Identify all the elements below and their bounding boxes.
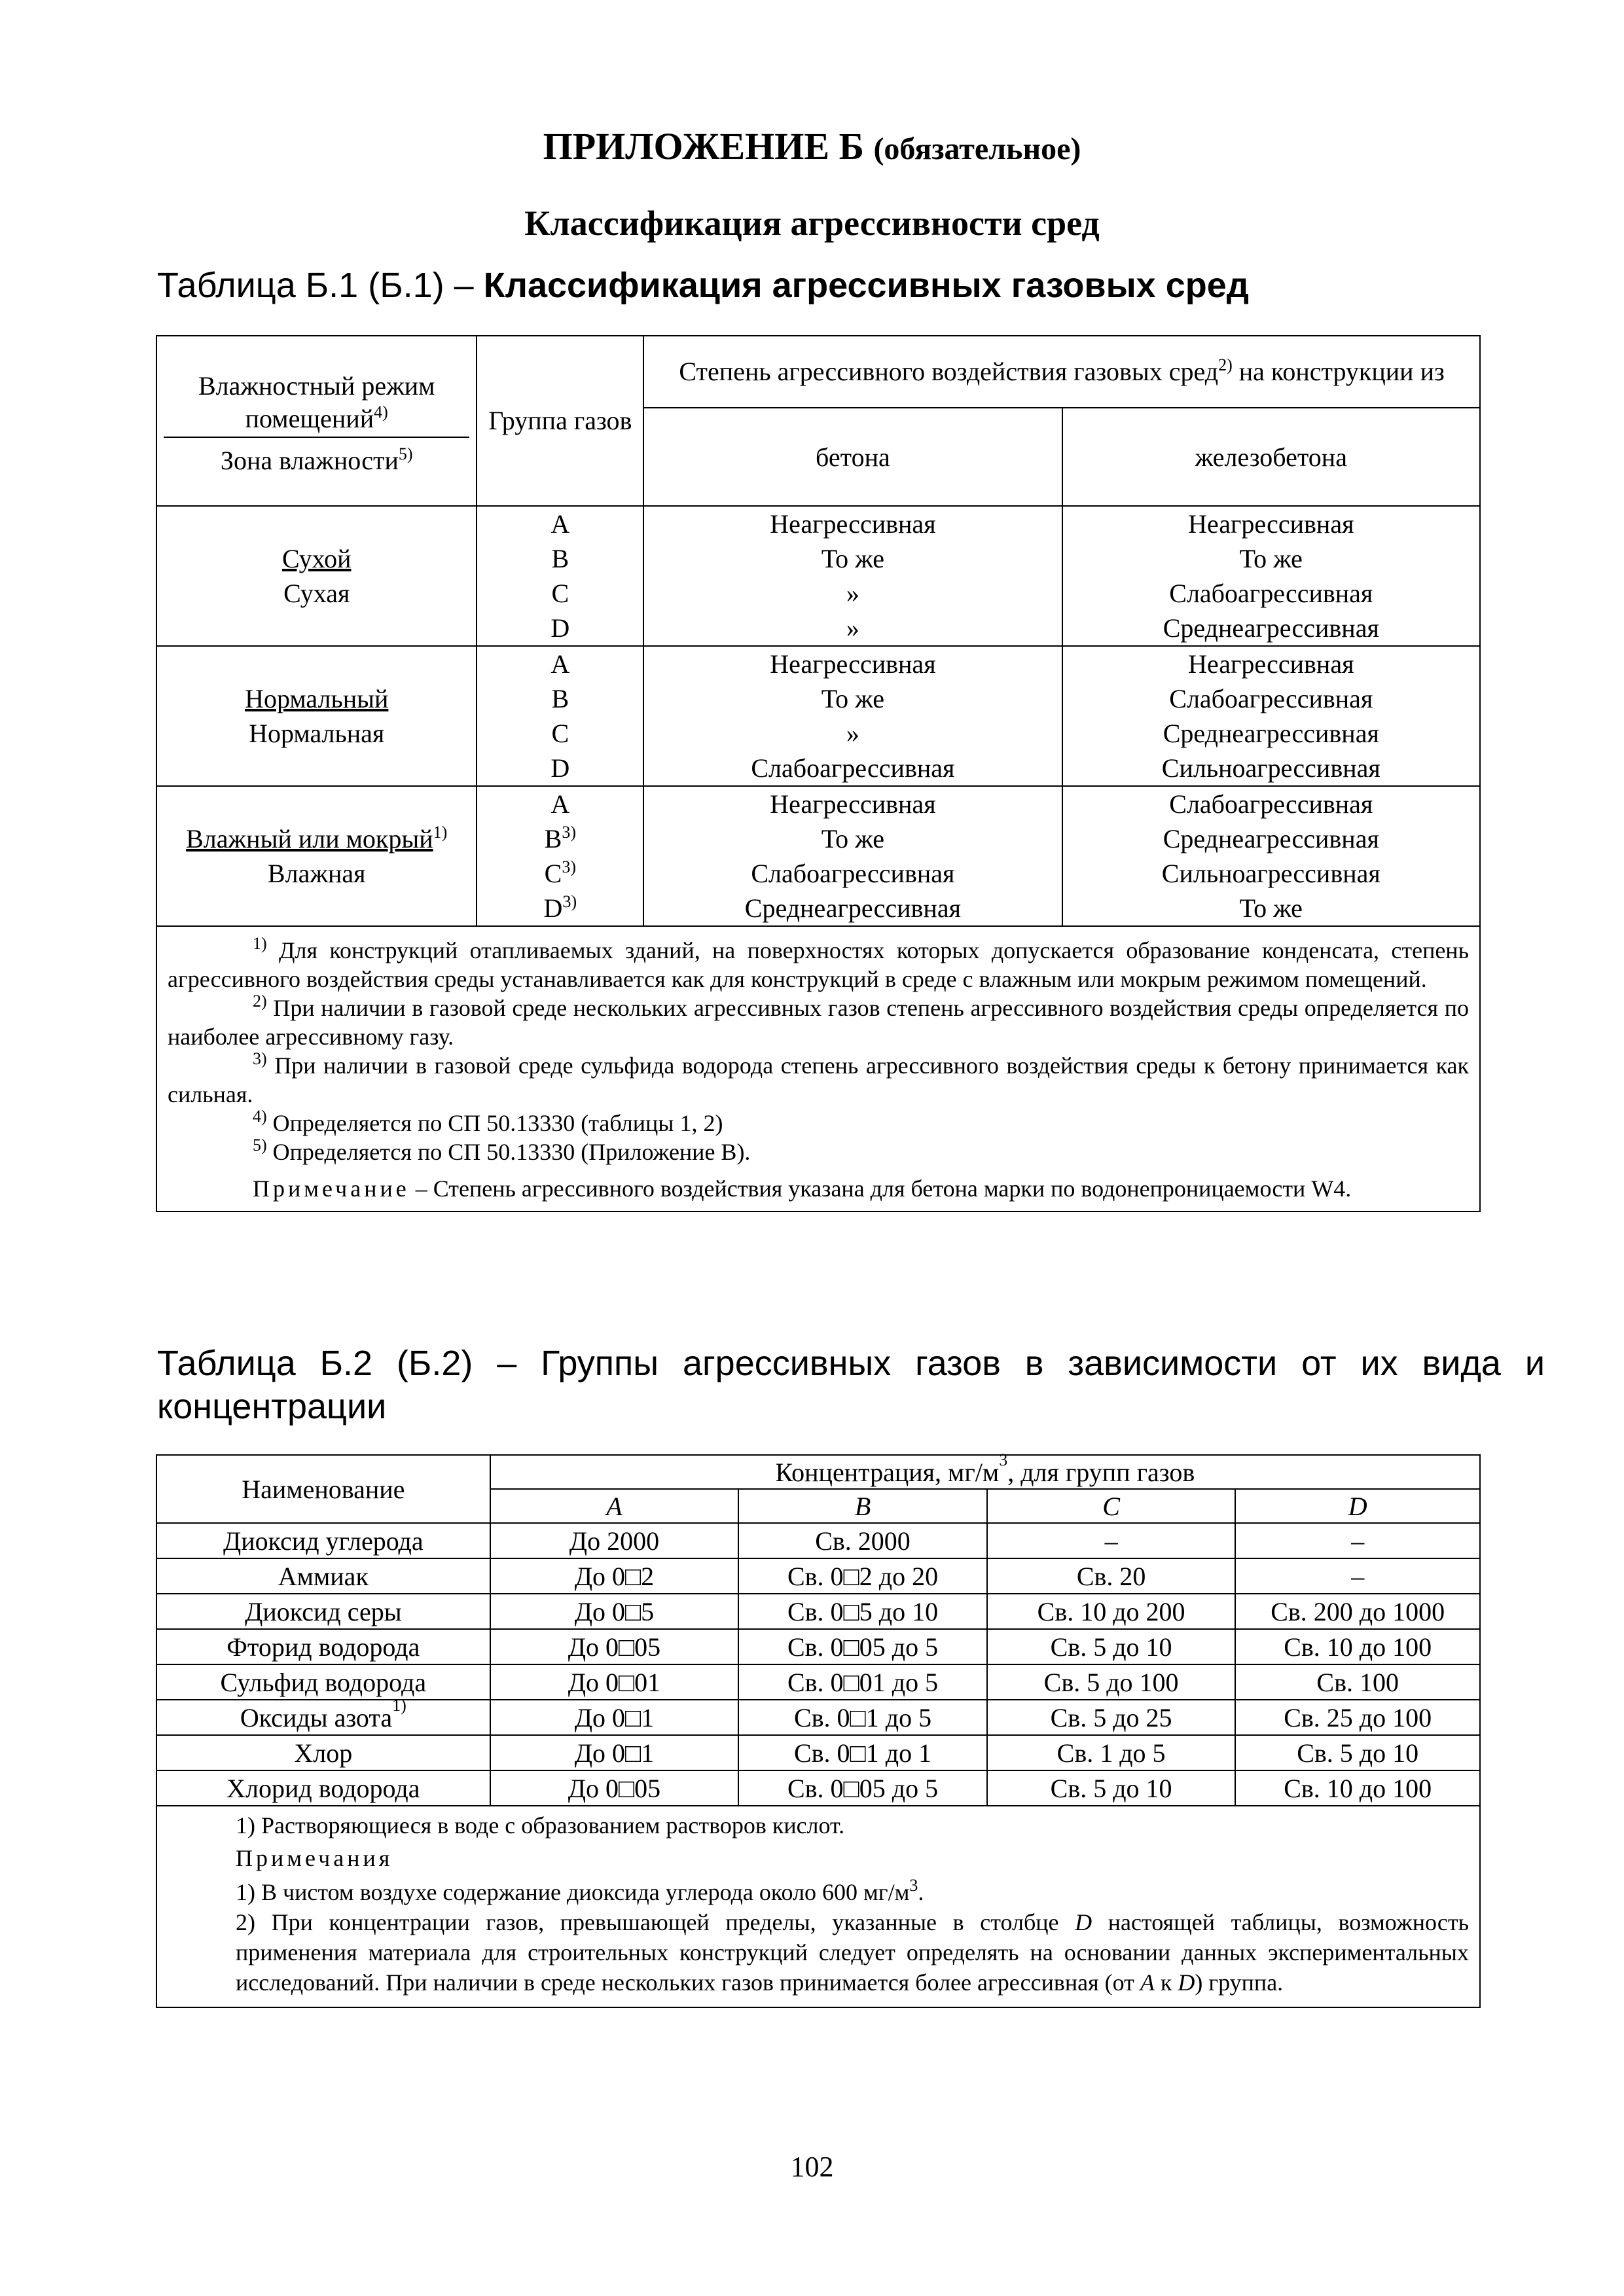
gas-name: Аммиак [156, 1558, 490, 1594]
header-name: Наименование [156, 1455, 490, 1523]
header-concentration: Концентрация, $мг/м^3$, для групп газов [490, 1455, 1480, 1489]
regime-cell: Нормальный Нормальная [156, 646, 477, 786]
reinforced-cell: Слабоагрессивная Среднеагрессивная Сильноагрессивная То же [1062, 786, 1480, 926]
header-group-b: B [738, 1489, 987, 1523]
group-d-value: Св. 10 до 100 [1235, 1629, 1480, 1664]
appendix-title: ПРИЛОЖЕНИЕ Б (обязательное) [543, 125, 1081, 168]
remark-2: 2) При концентрации газов, превышающей пределы, указанные в столбце D настоящей таблицы, возможность применения материала для строительных конструкций следует определять на основании данных экспериментальных исследований. При наличии в среде нескольких газов принимается более агрессивная (от A к D) группа. [236, 1909, 1469, 1996]
group-c-value: Св. 5 до 25 [987, 1700, 1236, 1735]
group-c-value: Св. 10 до 200 [987, 1594, 1236, 1629]
table-row [156, 1735, 1480, 1770]
group-a-value: До 0□1 [490, 1735, 739, 1770]
group-c-value: Св. 5 до 100 [987, 1664, 1236, 1700]
group-c-value: Св. 5 до 10 [987, 1629, 1236, 1664]
page-number: 102 [790, 2151, 834, 2183]
group-cell: A B C D [477, 506, 643, 646]
group-a-value: До 0□5 [490, 1594, 739, 1629]
footnote-4: $^{4)}$ Определяется по СП 50.13330 (таблицы 1, 2) [253, 1107, 723, 1136]
concrete-cell: Неагрессивная То же » » [643, 506, 1062, 646]
gas-name: Оксиды азота$^{1)}$ [156, 1700, 490, 1735]
table-row [156, 1523, 1480, 1558]
header-divider [164, 437, 469, 438]
table-row [156, 1558, 1480, 1594]
header-group-a: A [490, 1489, 739, 1523]
group-d-value: Св. 25 до 100 [1235, 1700, 1480, 1735]
group-cell: A $B^{3)}$ $C^{3)}$ $D^{3)}$ [477, 786, 643, 926]
header-gas-group: Группа газов [477, 336, 643, 506]
group-c-value: Св. 20 [987, 1558, 1236, 1594]
group-a-value: До 0□05 [490, 1629, 739, 1664]
header-reinforced-concrete: железобетона [1062, 408, 1480, 506]
table-row [156, 1770, 1480, 1806]
group-b-value: Св. 0□1 до 5 [738, 1700, 987, 1735]
table2-caption: Таблица Б.2 (Б.2) – Группы агрессивных газов в зависимости от их вида и концентрации [157, 1344, 1545, 1426]
group-c-value: Св. 1 до 5 [987, 1735, 1236, 1770]
appendix-qualifier: (обязательное) [873, 132, 1081, 166]
regime-cell: Влажный или мокрый$^{1)}$ Влажная [156, 786, 477, 926]
group-b-value: Св. 0□01 до 5 [738, 1664, 987, 1700]
section-title: Классификация агрессивности сред [524, 204, 1100, 243]
group-a-value: До 0□01 [490, 1664, 739, 1700]
footnote-1: 1) Растворяющиеся в воде с образованием растворов кислот. [236, 1812, 845, 1839]
group-b-value: Св. 2000 [738, 1523, 987, 1558]
group-a-value: До 0□2 [490, 1558, 739, 1594]
table2-notes [156, 1806, 1480, 2007]
table-aggressive-gas-environments [156, 335, 1481, 1212]
header-humidity: Влажностный режим помещений$^{4)}$ Зона влажности$^{5)}$ [156, 336, 477, 506]
group-a-value: До 0□1 [490, 1700, 739, 1735]
remarks-label: Примечания [236, 1845, 393, 1871]
table-row [156, 1664, 1480, 1700]
gas-name: Диоксид углерода [156, 1523, 490, 1558]
group-d-value: Св. 10 до 100 [1235, 1770, 1480, 1806]
table-aggressive-gas-groups [156, 1450, 1481, 2008]
table-row [156, 1594, 1480, 1629]
gas-name: Фторид водорода [156, 1629, 490, 1664]
group-d-value: – [1235, 1558, 1480, 1594]
gas-name: Диоксид серы [156, 1594, 490, 1629]
group-d-value: Св. 100 [1235, 1664, 1480, 1700]
gas-name: Хлорид водорода [156, 1770, 490, 1806]
reinforced-cell: Неагрессивная Слабоагрессивная Среднеагрессивная Сильноагрессивная [1062, 646, 1480, 786]
group-b-value: Св. 0□05 до 5 [738, 1770, 987, 1806]
table1-caption: Таблица Б.1 (Б.1) – Классификация агрессивных газовых сред [157, 266, 1250, 305]
group-d-value: Св. 5 до 10 [1235, 1735, 1480, 1770]
concrete-cell: Неагрессивная То же Слабоагрессивная Среднеагрессивная [643, 786, 1062, 926]
gas-name: Хлор [156, 1735, 490, 1770]
footnote-5: $^{5)}$ Определяется по СП 50.13330 (Приложение В). [253, 1136, 751, 1165]
header-degree: Степень агрессивного воздействия газовых сред$^{2)}$ на конструкции из [643, 336, 1480, 408]
header-group-d: D [1235, 1489, 1480, 1523]
remark-1: 1) В чистом воздухе содержание диоксида углерода около 600 $мг/м^3$. [236, 1876, 924, 1905]
gas-name: Сульфид водорода [156, 1664, 490, 1700]
reinforced-cell: Неагрессивная То же Слабоагрессивная Среднеагрессивная [1062, 506, 1480, 646]
table1-remark: Примечание – Степень агрессивного воздействия указана для бетона марки по водонепроницаемости W4. [253, 1175, 1352, 1202]
footnote-1: $^{1)}$ Для конструкций отапливаемых зданий, на поверхностях которых допускается образование конденсата, степень агрессивного воздействия среды устанавливается как для конструкций в среде с влажным или мокрым режимом помещений. [168, 934, 1469, 992]
table-row [156, 1700, 1480, 1735]
footnote-2: $^{2)}$ При наличии в газовой среде нескольких агрессивных газов степень агрессивного воздействия среды определяется по наиболее агрессивному газу. [168, 992, 1469, 1050]
header-concrete: бетона [643, 408, 1062, 506]
concrete-cell: Неагрессивная То же » Слабоагрессивная [643, 646, 1062, 786]
group-a-value: До 2000 [490, 1523, 739, 1558]
header-group-c: C [987, 1489, 1236, 1523]
group-b-value: Св. 0□5 до 10 [738, 1594, 987, 1629]
group-c-value: – [987, 1523, 1236, 1558]
group-cell: A B C D [477, 646, 643, 786]
group-b-value: Св. 0□2 до 20 [738, 1558, 987, 1594]
group-c-value: Св. 5 до 10 [987, 1770, 1236, 1806]
group-b-value: Св. 0□1 до 1 [738, 1735, 987, 1770]
table-row [156, 1629, 1480, 1664]
regime-cell: Сухой Сухая [156, 506, 477, 646]
group-d-value: – [1235, 1523, 1480, 1558]
group-d-value: Св. 200 до 1000 [1235, 1594, 1480, 1629]
group-b-value: Св. 0□05 до 5 [738, 1629, 987, 1664]
footnote-3: $^{3)}$ При наличии в газовой среде сульфида водорода степень агрессивного воздействия среды к бетону принимается как сильная. [168, 1049, 1469, 1107]
table1-notes [156, 926, 1480, 1211]
group-a-value: До 0□05 [490, 1770, 739, 1806]
